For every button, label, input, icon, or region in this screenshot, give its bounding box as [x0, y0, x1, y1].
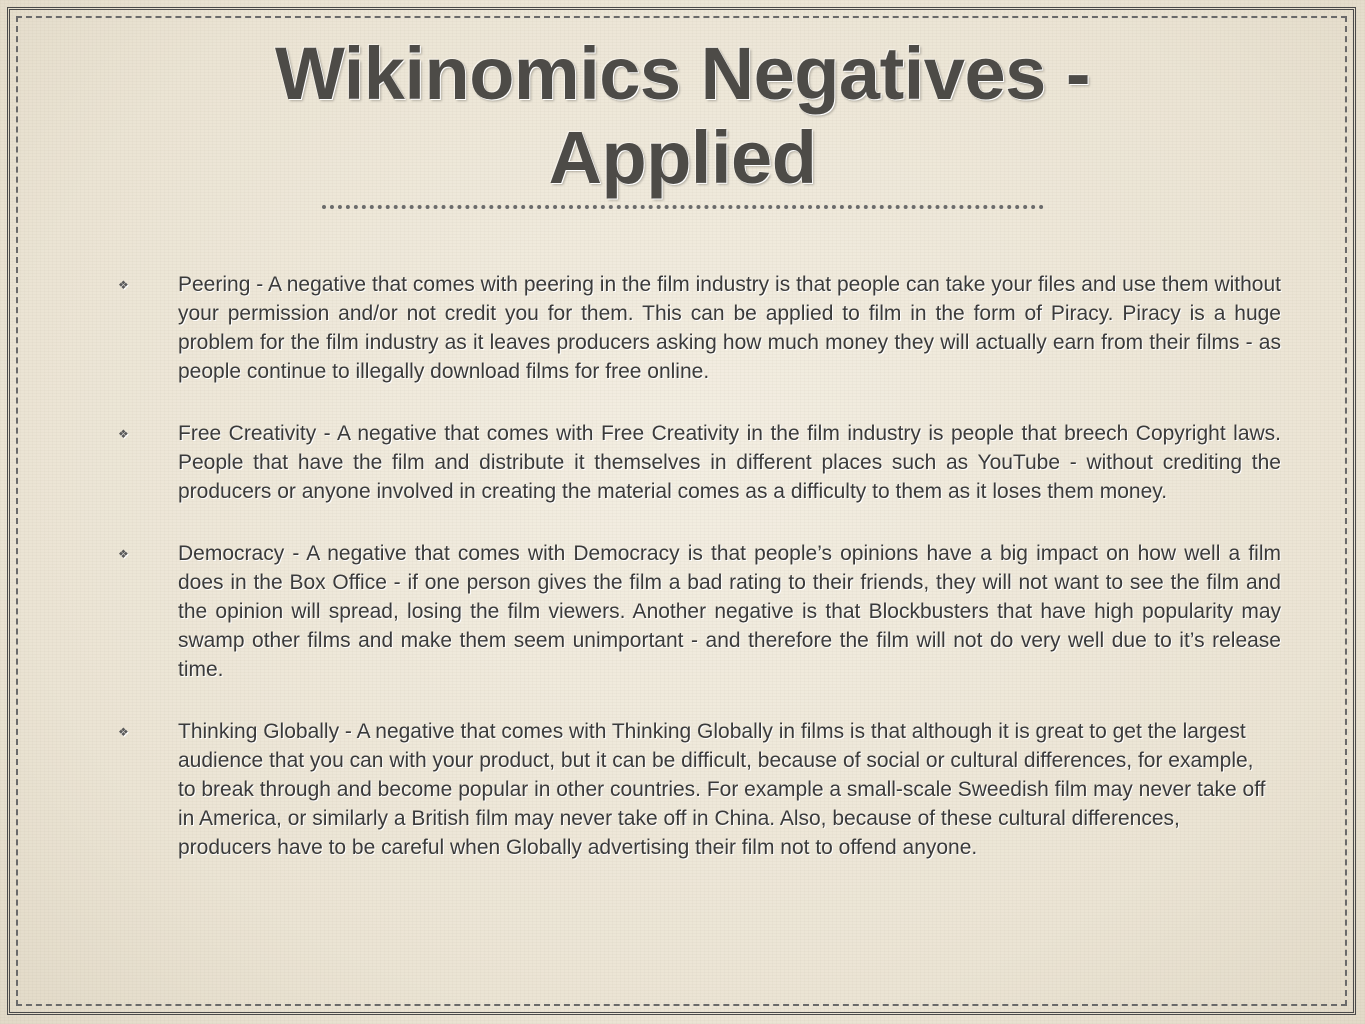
diamond-bullet-icon: ❖: [118, 547, 129, 561]
bullet-democracy: [118, 539, 1281, 684]
bullet-text: Democracy - A negative that comes with Democracy is that people’s opinions have a big impact on how well a film does in the Box Office - if one person gives the film a bad rating to their friends, they will not want to see the film and the opinion will spread, losing the film viewers. Another negative is that Blockbusters that have high popularity may swamp other films and make them seem unimportant - and therefore the film will not do very well due to it’s release time.: [178, 542, 1281, 681]
title-underline: [322, 205, 1044, 209]
bullet-peering: [118, 270, 1281, 386]
diamond-bullet-icon: ❖: [118, 725, 129, 739]
slide-title: Wikinomics Negatives - Applied: [275, 32, 1090, 199]
diamond-bullet-icon: ❖: [118, 427, 129, 441]
bullet-text: Free Creativity - A negative that comes with Free Creativity in the film industry is people that breech Copyright laws. People that have the film and distribute it themselves in different places such as YouTube - without crediting the producers or anyone involved in creating the material comes as a difficulty to them as it loses them money.: [178, 422, 1281, 503]
bullet-text: Peering - A negative that comes with peering in the film industry is that people can take your files and use them without your permission and/or not credit you for them. This can be applied to film in the form of Piracy. Piracy is a huge problem for the film industry as it leaves producers asking how much money they will actually earn from their films - as people continue to illegally download films for free online.: [178, 273, 1281, 383]
diamond-bullet-icon: ❖: [118, 278, 129, 292]
bullet-thinking-globally: [118, 717, 1281, 862]
bullet-free-creativity: [118, 419, 1281, 506]
bullet-text: Thinking Globally - A negative that comes with Thinking Globally in films is that although it is great to get the largest audience that you can with your product, but it can be difficult, because of social or cultural differences, for example, to break through and become popular in other countries. For example a small-scale Sweedish film may never take off in America, or similarly a British film may never take off in China. Also, because of these cultural differences, producers have to be careful when Globally advertising their film not to offend anyone.: [178, 720, 1266, 859]
bullet-list: [118, 270, 1281, 895]
